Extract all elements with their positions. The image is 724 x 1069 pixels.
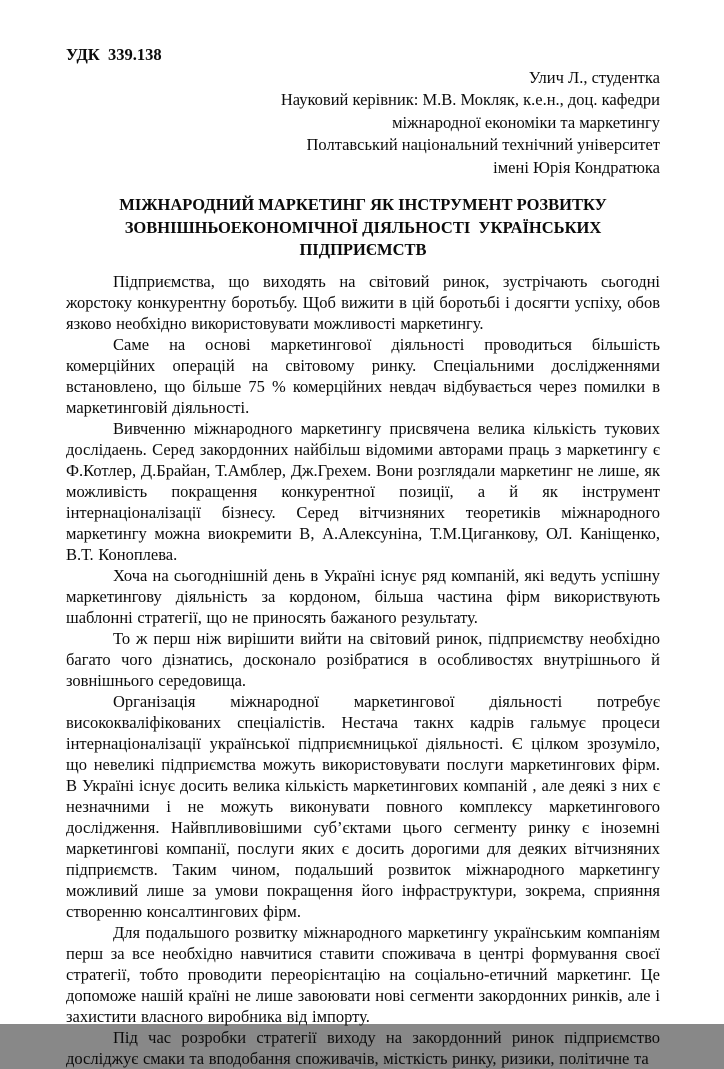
article-body [66, 271, 660, 1069]
article-title [66, 194, 660, 262]
author-line-university-name: імені Юрія Кондратюка [493, 157, 660, 177]
body-paragraph: Хоча на сьогоднішній день в Україні існує ряд компаній, які ведуть успішну маркетингову діяльність за кордоном, більша частина фірм використвують шаблонні стратегії, що не приносять бажаного результату. [66, 565, 660, 627]
udk-code: УДК 339.138 [66, 45, 162, 64]
body-paragraph: Підприємства, що виходять на світовий ринок, зустрічають сьогодні жорстоку конкурентну боротьбу. Щоб вижити в цій боротьбі і досягти успіху, обов язково необхідно використовувати можливості маркетингу. [66, 271, 660, 333]
author-line-supervisor: Науковий керівник: М.В. Мокляк, к.е.н., доц. кафедри [280, 90, 660, 109]
title-line: МІЖНАРОДНИЙ МАРКЕТИНГ ЯК ІНСТРУМЕНТ РОЗВИТКУ [119, 195, 607, 214]
body-paragraph: Вивченню міжнародного маркетингу присвячена велика кількість тукових дослідаень. Серед закордонних найбільш відомими авторами праць з маркетингу є Ф.Котлер, Д.Брайан, Т.Амблер, Дж.Грехем. Вони розглядали маркетинг не лише, як можливість покращення конкурентної позиції, а й як інструмент інтернаціоналізації бізнесу. Серед вітчизняних теоретиків міжнародного маркетингу можна виокремити В, А.Алексуніна, Т.М.Циганкову, ОЛ. Каніщенко, В.Т. Коноплева. [66, 418, 660, 564]
body-paragraph: Під час розробки стратегії виходу на закордонний ринок підприємство досліджує смаки та вподобання споживачів, місткість ринку, ризики, політичне та [66, 1027, 660, 1068]
author-line-student: Улич Л., студентка [528, 67, 660, 87]
author-line-university: Полтавський національний технічний університет [306, 135, 660, 154]
body-paragraph: То ж перш ніж вирішити вийти на світовий ринок, підприємству необхідно багато чого дізнатись, досконало розібратися в особливостях внутрішнього й зовнішнього середовища. [66, 628, 660, 690]
title-line: ЗОВНІШНЬОЕКОНОМІЧНОЇ ДІЯЛЬНОСТІ УКРАЇНСЬКИХ [124, 217, 602, 237]
body-paragraph: Для подальшого розвитку міжнародного маркетингу українським компаніям перш за все необхідно навчитися ставити споживача в центрі формування своєї стратегії, тобто проводити переорієнтацію на соціально-етичний маркетинг. Це допоможе нашій країні не лише завоювати нові сегменти закордонних ринків, але і захистити власного виробника від імпорту. [66, 922, 660, 1026]
body-paragraph: Організація міжнародної маркетингової діяльності потребує висококваліфікованих спеціалістів. Нестача такнх кадрів гальмує процеси інтернаціоналізації української підприємницької діяльності. Є цілком зрозуміло, що невеликі підприємства можуть використовувати послуги маркетингових фірм. В Україні існує досить велика кількість маркетингових компаній , але деякі з них є незначними і не можуть виконувати повного комплексу маркетингового дослідження. Найвпливовішими суб’єктами цього сегменту ринку є іноземні маркетингові компанії, послуги яких є досить дорогими для деяких вітчизняних підприємств. Таким чином, подальший розвиток міжнародного маркетингу можливий лише за умови покращення його інфраструктури, зокрема, сприяння створенню консалтингових фірм. [66, 691, 660, 921]
body-paragraph: Саме на основі маркетингової діяльності проводиться більшість комерційних операцій на світовому ринку. Спеціальними дослідженнями встановлено, що більше 75 % комерційних невдач відбувається через помилки в маркетинговій діяльності. [66, 334, 660, 417]
author-block [66, 67, 660, 180]
author-line-department: міжнародної економіки та маркетингу [392, 112, 660, 132]
title-line: ПІДПРИЄМСТВ [299, 240, 427, 259]
